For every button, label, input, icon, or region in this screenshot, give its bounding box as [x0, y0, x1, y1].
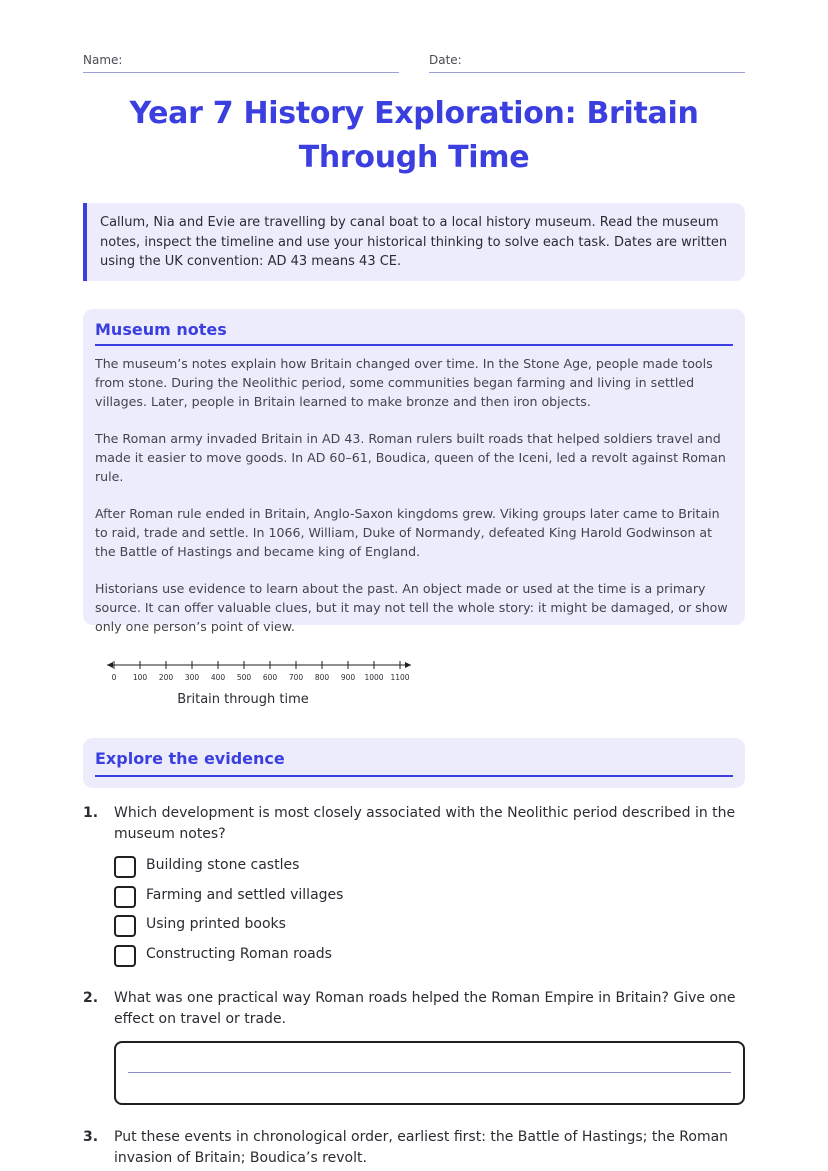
date-label: Date: [429, 53, 462, 67]
museum-notes-body [95, 355, 733, 637]
timeline-arrow-right [405, 662, 411, 668]
museum-notes-heading: Museum notes [95, 319, 733, 346]
notes-paragraph: Historians use evidence to learn about the past. An object made or used at the time is a primary source. It can offer valuable clues, but it may not tell the whole story: it might be damaged, or show only one person’s point of view. [95, 581, 728, 635]
timeline [103, 654, 423, 714]
option-item[interactable] [114, 884, 514, 914]
name-field[interactable] [83, 52, 399, 73]
explore-heading: Explore the evidence [95, 748, 733, 777]
timeline-tick-label: 900 [340, 673, 356, 682]
timeline-tick-label: 400 [210, 673, 226, 682]
timeline-tick-label: 1100 [390, 673, 410, 682]
timeline-ticks [112, 661, 410, 682]
name-date-row [83, 52, 745, 73]
intro-callout: Callum, Nia and Evie are travelling by canal boat to a local history museum. Read the museum notes, inspect the timeline and use your historical thinking to solve each task. Dates are written using the UK convention: AD 43 means 43 CE. [83, 203, 745, 281]
checkbox[interactable] [114, 886, 136, 908]
timeline-tick-label: 200 [158, 673, 174, 682]
question-number: 3. [83, 1129, 99, 1145]
question-number: 1. [83, 805, 99, 821]
name-label: Name: [83, 53, 123, 67]
museum-notes-panel [83, 309, 745, 635]
timeline-tick-label: 0 [111, 673, 117, 682]
answer-line [128, 1072, 731, 1073]
checkbox[interactable] [114, 856, 136, 878]
notes-paragraph: The Roman army invaded Britain in AD 43. Roman rulers built roads that helped soldiers travel and made it easier to move goods. In AD 60–61, Boudica, queen of the Iceni, led a revolt against Roman rule. [95, 431, 726, 484]
timeline-tick-label: 1000 [364, 673, 384, 682]
question-text: Put these events in chronological order, earliest first: the Battle of Hastings; the Roman invasion of Britain; Boudica’s revolt. [114, 1129, 729, 1166]
timeline-tick-label: 700 [288, 673, 304, 682]
timeline-axis [103, 654, 423, 688]
timeline-tick-label: 800 [314, 673, 330, 682]
question-1-options [114, 854, 514, 972]
page-title: Year 7 History Exploration: Britain Through Time [129, 96, 699, 175]
question-text: Which development is most closely associated with the Neolithic period described in the museum notes? [114, 805, 736, 842]
checkbox[interactable] [114, 945, 136, 967]
timeline-tick-label: 300 [184, 673, 200, 682]
timeline-tick-label: 100 [132, 673, 148, 682]
timeline-tick-label: 600 [262, 673, 278, 682]
timeline-arrow-left [107, 662, 113, 668]
question-text: What was one practical way Roman roads helped the Roman Empire in Britain? Give one effect on travel or trade. [114, 990, 736, 1027]
option-label: Building stone castles [146, 857, 300, 873]
option-item[interactable] [114, 913, 514, 943]
question-2 [83, 988, 745, 1032]
option-label: Constructing Roman roads [146, 945, 332, 962]
checkbox[interactable] [114, 915, 136, 937]
date-field[interactable] [429, 52, 745, 73]
notes-paragraph: After Roman rule ended in Britain, Anglo-Saxon kingdoms grew. Viking groups later came to Britain to raid, trade and settle. In 1066, William, Duke of Normandy, defeated King Harold Godwinson at the Battle of Hastings and became king of England. [95, 506, 720, 560]
notes-paragraph: The museum’s notes explain how Britain changed over time. In the Stone Age, people made tools from stone. During the Neolithic period, some communities began farming and living in settled villages. Later, people in Britain learned to make bronze and then iron objects. [95, 356, 713, 409]
question-1 [83, 803, 745, 847]
option-label: Using printed books [146, 916, 286, 933]
timeline-caption: Britain through time [177, 692, 309, 707]
option-label: Farming and settled villages [146, 886, 344, 903]
timeline-tick-label: 500 [236, 673, 252, 682]
question-3 [83, 1127, 745, 1171]
option-item[interactable] [114, 943, 514, 973]
answer-box[interactable] [114, 1041, 745, 1105]
question-number: 2. [83, 990, 99, 1006]
explore-panel [83, 738, 745, 788]
option-item[interactable] [114, 854, 514, 884]
